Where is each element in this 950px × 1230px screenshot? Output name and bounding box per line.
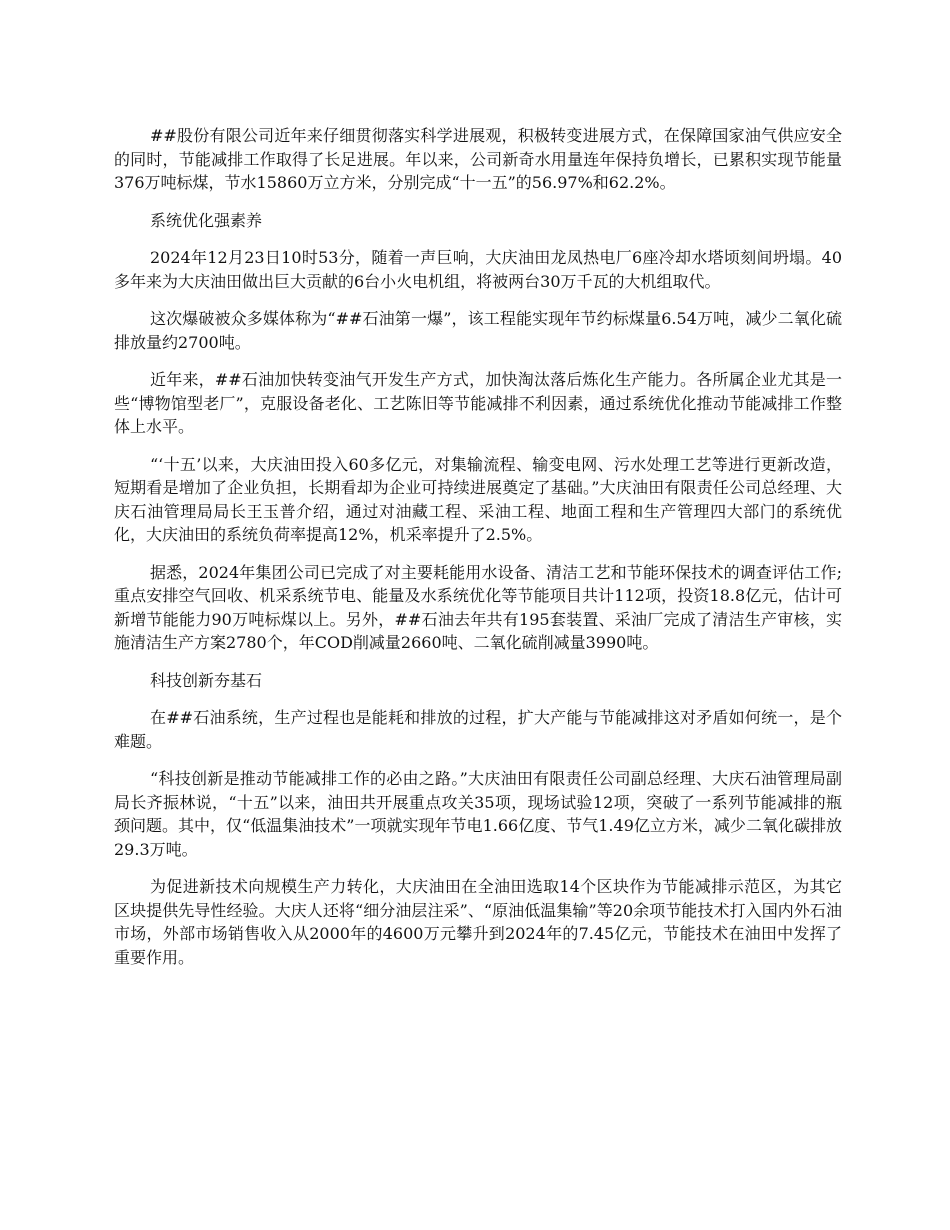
paragraph: 为促进新技术向规模生产力转化，大庆油田在全油田选取14个区块作为节能减排示范区，为其它区块提供先导性经验。大庆人还将“细分油层注采”、“原油低温集输”等20余项节能技术打入国内外石油市场，外部市场销售收入从2000年的4600万元攀升到2024年的7.45亿元，节能技术在油田中发挥了重要作用。 (114, 877, 842, 967)
section-heading: 系统优化强素养 (150, 210, 263, 230)
paragraph: 近年来，##石油加快转变油气开发生产方式，加快淘汰落后炼化生产能力。各所属企业尤其是一些“博物馆型老厂”，克服设备老化、工艺陈旧等节能减排不利因素，通过系统优化推动节能减排工作整体上水平。 (114, 370, 842, 436)
paragraph: ##股份有限公司近年来仔细贯彻落实科学进展观，积极转变进展方式，在保障国家油气供应安全的同时，节能减排工作取得了长足进展。年以来，公司新奇水用量连年保持负增长，已累积实现节能量376万吨标煤，节水15860万立方米，分别完成“十一五”的56.97%和62.2%。 (114, 126, 842, 192)
section-heading: 科技创新夯基石 (150, 670, 263, 690)
paragraph: 在##石油系统，生产过程也是能耗和排放的过程，扩大产能与节能减排这对矛盾如何统一，是个难题。 (114, 708, 842, 751)
paragraph: “‘十五’以来，大庆油田投入60多亿元，对集输流程、输变电网、污水处理工艺等进行更新改造，短期看是增加了企业负担，长期看却为企业可持续进展奠定了基础。”大庆油田有限责任公司总经理、大庆石油管理局局长王玉普介绍，通过对油藏工程、采油工程、地面工程和生产管理四大部门的系统优化，大庆油田的系统负荷率提高12%，机采率提升了2.5%。 (114, 454, 842, 544)
paragraph: “科技创新是推动节能减排工作的必由之路。”大庆油田有限责任公司副总经理、大庆石油管理局副局长齐振林说，“十五”以来，油田共开展重点攻关35项，现场试验12项，突破了一系列节能减排的瓶颈问题。其中，仅“低温集油技术”一项就实现年节电1.66亿度、节气1.49亿立方米，减少二氧化碳排放29.3万吨。 (114, 769, 842, 859)
document-body (114, 124, 842, 983)
paragraph: 这次爆破被众多媒体称为“##石油第一爆”，该工程能实现年节约标煤量6.54万吨，减少二氧化硫排放量约2700吨。 (114, 309, 842, 352)
paragraph: 2024年12月23日10时53分，随着一声巨响，大庆油田龙凤热电厂6座冷却水塔顷刻间坍塌。40多年来为大庆油田做出巨大贡献的6台小火电机组，将被两台30万千瓦的大机组取代。 (114, 248, 842, 291)
paragraph: 据悉，2024年集团公司已完成了对主要耗能用水设备、清洁工艺和节能环保技术的调查评估工作;重点安排空气回收、机采系统节电、能量及水系统优化等节能项目共计112项，投资18.8亿元，估计可新增节能能力90万吨标煤以上。另外，##石油去年共有195套装置、采油厂完成了清洁生产审核，实施清洁生产方案2780个，年COD削减量2660吨、二氧化硫削减量3990吨。 (114, 562, 842, 652)
